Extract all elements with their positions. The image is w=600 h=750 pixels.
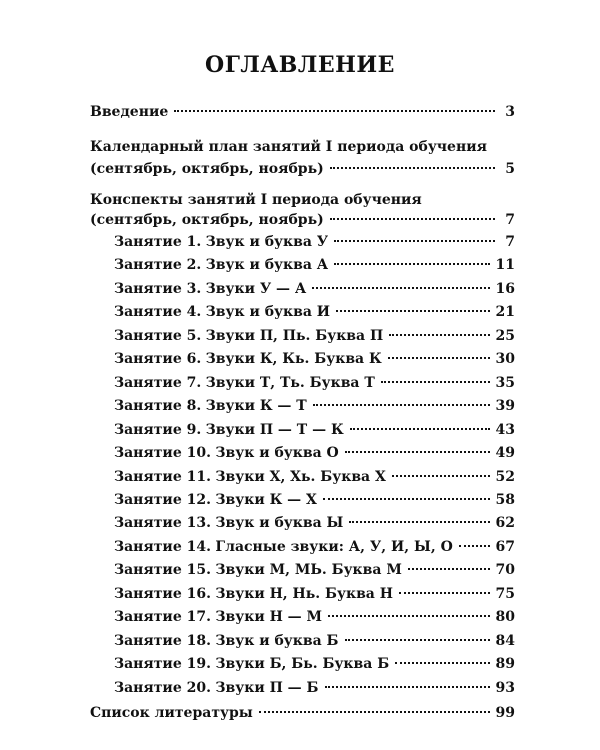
dot-leader <box>312 287 489 289</box>
page-number: 11 <box>495 257 515 274</box>
toc-entry-plan <box>90 160 515 178</box>
dot-leader <box>330 167 495 169</box>
page-number: 93 <box>495 679 515 696</box>
lesson-entry <box>114 280 515 298</box>
toc-entry-intro <box>90 103 515 121</box>
lesson-title: Звуки Н — М <box>215 609 323 626</box>
dot-leader <box>330 218 495 220</box>
lesson-number: Занятие 9. <box>114 421 202 438</box>
lesson-number: Занятие 1. <box>114 234 202 250</box>
dot-leader <box>381 381 490 383</box>
page-title: ОГЛАВЛЕНИЕ <box>205 52 395 78</box>
lesson-number: Занятие 20. <box>114 679 211 696</box>
lesson-entry <box>114 468 515 486</box>
page-number: 35 <box>495 374 515 391</box>
lesson-number: Занятие 3. <box>114 280 202 297</box>
lesson-title: Звуки Н, Нь. Буква Н <box>215 585 393 602</box>
lesson-entry <box>114 561 515 579</box>
lesson-title: Звуки Б, Бь. Буква Б <box>215 656 390 673</box>
toc-entry-plan-line1: Календарный план занятий I периода обучения <box>90 139 487 155</box>
lesson-number: Занятие 7. <box>114 374 202 391</box>
dot-leader <box>399 592 490 594</box>
lesson-entry <box>114 397 515 415</box>
lesson-number: Занятие 19. <box>114 656 211 673</box>
page-number: 99 <box>495 705 515 721</box>
lesson-entry <box>114 632 515 650</box>
lesson-entry <box>114 585 515 603</box>
lesson-title: Звуки К — Х <box>215 491 317 508</box>
lesson-number: Занятие 12. <box>114 491 211 508</box>
lesson-entry <box>114 679 515 697</box>
lesson-entry <box>114 327 515 345</box>
lesson-number: Занятие 15. <box>114 562 211 579</box>
lesson-number: Занятие 11. <box>114 468 211 485</box>
dot-leader <box>350 428 490 430</box>
toc-entry-bibliography <box>90 704 515 722</box>
lesson-title: Звук и буква И <box>205 304 331 321</box>
page-number: 67 <box>495 538 515 555</box>
dot-leader <box>334 263 489 265</box>
toc-entry-notes-line1: Конспекты занятий I периода обучения <box>90 192 422 208</box>
lesson-number: Занятие 18. <box>114 632 211 649</box>
entry-label: (сентябрь, октябрь, ноябрь) <box>90 161 324 177</box>
lesson-number: Занятие 8. <box>114 398 202 415</box>
page-number: 16 <box>495 280 515 297</box>
lesson-title: Звук и буква О <box>215 445 339 461</box>
entry-label: Введение <box>90 104 169 120</box>
dot-leader <box>325 686 490 688</box>
lesson-number: Занятие 5. <box>114 327 202 344</box>
dot-leader <box>345 451 490 453</box>
lesson-title: Звуки У — А <box>205 280 307 297</box>
page-number: 7 <box>505 212 515 228</box>
lesson-title: Звуки Х, Хь. Буква Х <box>215 468 386 485</box>
lesson-number: Занятие 10. <box>114 445 211 461</box>
page-number: 49 <box>495 445 515 461</box>
page-number: 5 <box>505 161 515 177</box>
entry-label: Список литературы <box>90 705 253 721</box>
lesson-entry <box>114 421 515 439</box>
page-number: 21 <box>495 304 515 321</box>
lesson-title: Звук и буква А <box>205 257 329 274</box>
page-number: 3 <box>505 104 515 120</box>
page-number: 58 <box>495 491 515 508</box>
lesson-title: Звук и буква У <box>205 234 329 250</box>
lesson-number: Занятие 16. <box>114 585 211 602</box>
lesson-title: Звуки М, МЬ. Буква М <box>215 562 402 579</box>
entry-label: (сентябрь, октябрь, ноябрь) <box>90 212 324 228</box>
lesson-number: Занятие 17. <box>114 609 211 626</box>
page-number: 62 <box>495 515 515 532</box>
lesson-entry <box>114 491 515 509</box>
lesson-entry <box>114 514 515 532</box>
lesson-entry <box>114 256 515 274</box>
lesson-entry <box>114 350 515 368</box>
lesson-number: Занятие 6. <box>114 351 202 368</box>
lesson-title: Гласные звуки: А, У, И, Ы, О <box>215 538 453 555</box>
page-number: 7 <box>505 234 515 250</box>
lesson-title: Звуки П, Пь. Буква П <box>205 327 384 344</box>
dot-leader <box>313 404 490 406</box>
page-number: 80 <box>495 609 515 626</box>
lesson-title: Звуки К — Т <box>205 398 307 415</box>
page-number: 43 <box>495 421 515 438</box>
lesson-entry <box>114 655 515 673</box>
lesson-title: Звук и буква Ы <box>215 515 344 532</box>
page-number: 70 <box>495 562 515 579</box>
lesson-entry <box>114 233 515 251</box>
lesson-entry <box>114 303 515 321</box>
page-number: 75 <box>495 585 515 602</box>
lesson-title: Звуки К, Кь. Буква К <box>205 351 382 368</box>
lesson-entry <box>114 538 515 556</box>
dot-leader <box>336 310 490 312</box>
dot-leader <box>389 334 489 336</box>
dot-leader <box>259 711 490 713</box>
page-number: 30 <box>495 351 515 368</box>
lesson-entry <box>114 608 515 626</box>
lesson-title: Звуки Т, Ть. Буква Т <box>205 374 375 391</box>
lesson-entry <box>114 374 515 392</box>
page-number: 89 <box>495 656 515 673</box>
page-number: 84 <box>495 632 515 649</box>
dot-leader <box>395 662 489 664</box>
dot-leader <box>174 110 495 112</box>
dot-leader <box>349 521 489 523</box>
dot-leader <box>334 240 495 242</box>
dot-leader <box>328 615 489 617</box>
lesson-number: Занятие 4. <box>114 304 202 321</box>
page-number: 52 <box>495 468 515 485</box>
lesson-title: Звуки П — Б <box>215 679 319 696</box>
lesson-number: Занятие 2. <box>114 257 202 274</box>
lesson-number: Занятие 14. <box>114 538 211 555</box>
lesson-entry <box>114 444 515 462</box>
toc-entry-notes <box>90 211 515 229</box>
dot-leader <box>408 568 490 570</box>
lesson-number: Занятие 13. <box>114 515 211 532</box>
dot-leader <box>459 545 490 547</box>
dot-leader <box>345 639 490 641</box>
dot-leader <box>388 357 490 359</box>
page-number: 39 <box>495 398 515 415</box>
dot-leader <box>323 498 490 500</box>
dot-leader <box>392 475 490 477</box>
lesson-title: Звук и буква Б <box>215 632 339 649</box>
lesson-title: Звуки П — Т — К <box>205 421 344 438</box>
page-number: 25 <box>495 327 515 344</box>
